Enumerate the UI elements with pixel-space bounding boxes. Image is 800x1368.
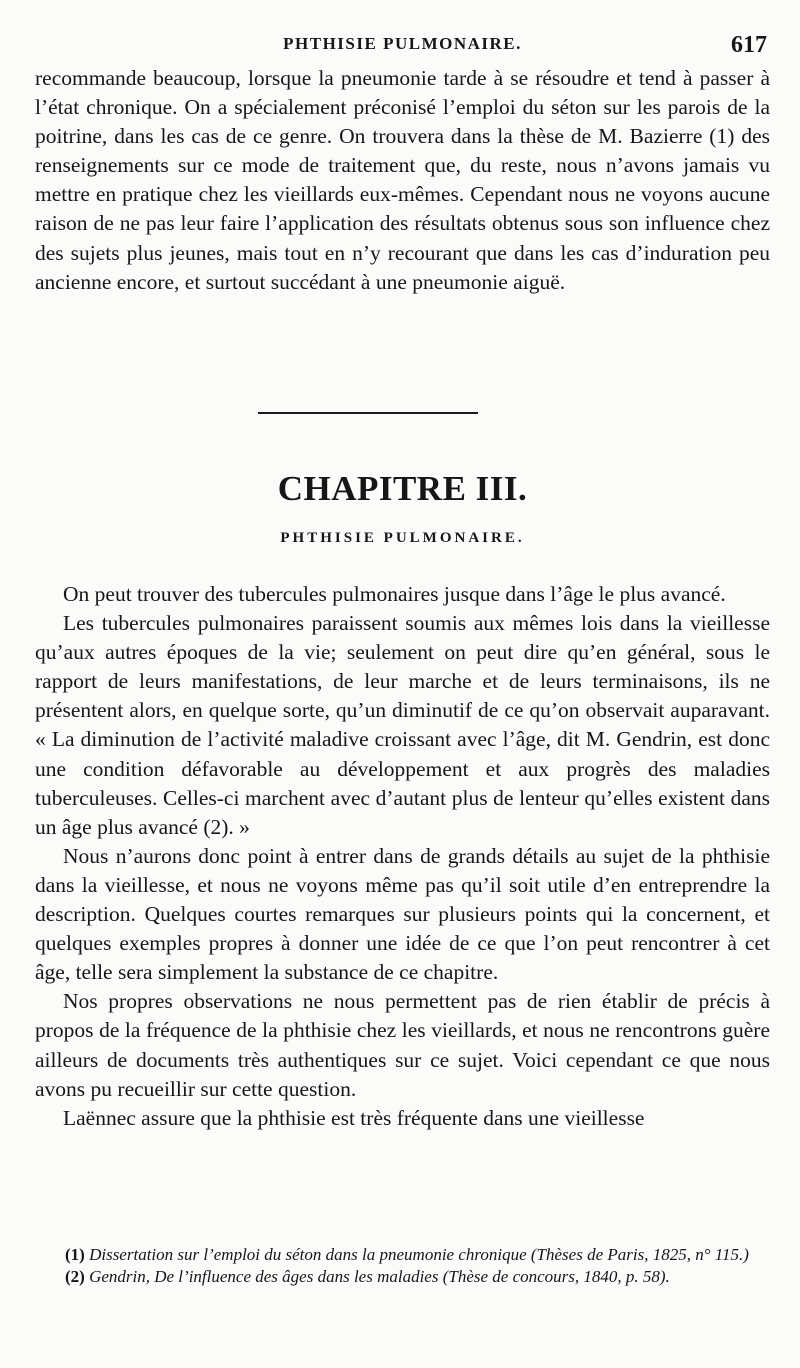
body-paragraph: Nos propres observations ne nous permettent pas de rien établir de précis à propos de la fréquence de la phthisie chez les vieillards, et nous ne rencontrons guère ailleurs de documents très authentiques sur ce sujet. Voici cependant ce que nous avons pu recueillir sur cette question.: [35, 989, 770, 1101]
footnote-1-text: Dissertation sur l’emploi du séton dans la pneumonie chronique (Thèses de Paris, 1825, n° 115.): [89, 1245, 749, 1264]
body-paragraph: Nous n’aurons donc point à entrer dans de grands détails au sujet de la phthisie dans la vieillesse, et nous ne voyons même pas qu’il soit utile d’en entreprendre la description. Quelques courtes remarques sur plusieurs points qui la concernent, et quelques exemples propres à donner une idée de ce que l’on peut rencontrer à cet âge, telle sera simplement la substance de ce chapitre.: [35, 843, 770, 985]
page-number: 617: [731, 32, 767, 58]
footnote-1-label: (1): [65, 1245, 85, 1264]
footnote-2: [35, 1266, 770, 1288]
footnotes: [35, 1244, 770, 1288]
chapter-heading: CHAPITRE III.: [277, 469, 528, 508]
chapter-subtitle: PHTHISIE PULMONAIRE.: [280, 530, 525, 546]
chapter-body: [35, 580, 770, 1133]
section-divider: [258, 412, 478, 414]
intro-paragraph: recommande beaucoup, lorsque la pneumonie tarde à se résoudre et tend à passer à l’état chronique. On a spécialement préconisé l’emploi du séton sur les parois de la poitrine, dans les cas de ce genre. On trouvera dans la thèse de M. Bazierre (1) des renseignements sur ce mode de traitement que, du reste, nous n’avons jamais vu mettre en pratique chez les vieillards eux-mêmes. Cependant nous ne voyons aucune raison de ne pas leur faire l’application des résultats obtenus sous son influence chez des sujets plus jeunes, mais tout en n’y recourant que dans les cas d’induration peu ancienne encore, et surtout succédant à une pneumonie aiguë.: [35, 66, 770, 294]
body-paragraph: On peut trouver des tubercules pulmonaires jusque dans l’âge le plus avancé.: [63, 582, 726, 606]
footnote-2-text: Gendrin, De l’influence des âges dans les maladies (Thèse de concours, 1840, p. 58).: [89, 1267, 670, 1286]
running-head: [35, 30, 770, 60]
body-paragraph: Laënnec assure que la phthisie est très fréquente dans une vieillesse: [63, 1105, 645, 1130]
running-title: PHTHISIE PULMONAIRE.: [283, 34, 522, 53]
body-paragraph: Les tubercules pulmonaires paraissent soumis aux mêmes lois dans la vieillesse qu’aux autres époques de la vie; seulement on peut dire qu’en général, sous le rapport de leurs manifestations, de leur marche et de leurs terminaisons, ils ne présentent alors, en quelque sorte, qu’un diminutif de ce qu’on observait auparavant. « La diminution de l’activité maladive croissant avec l’âge, dit M. Gendrin, est donc une condition défavorable au développement et aux progrès des maladies tuberculeuses. Celles-ci marchent avec d’autant plus de lenteur qu’elles existent dans un âge plus avancé (2). »: [35, 611, 770, 839]
footnote-2-label: (2): [65, 1267, 85, 1286]
intro-text-block: [35, 64, 770, 297]
footnote-1: [35, 1244, 770, 1266]
